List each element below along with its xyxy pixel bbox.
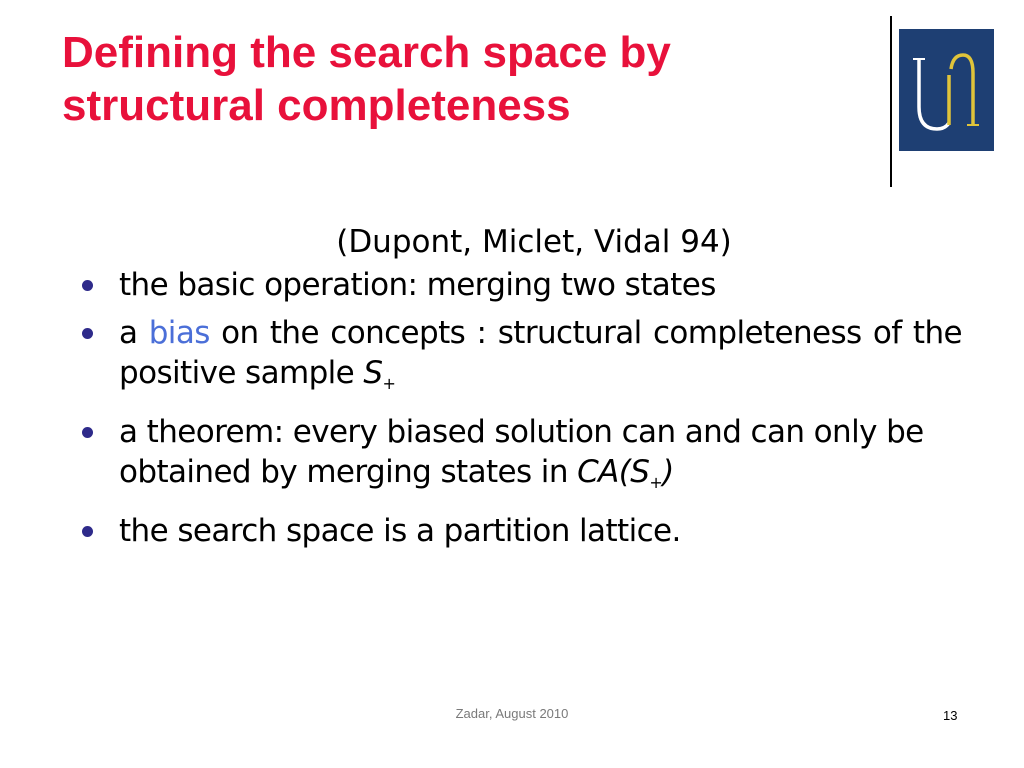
university-logo-icon [899,29,994,151]
math-symbol: S [363,355,383,391]
math-expression-end: ) [662,454,674,490]
bullet-icon [82,280,93,291]
slide-number: 13 [943,708,958,723]
math-subscript: + [382,374,396,393]
bias-term: bias [148,315,210,351]
citation: (Dupont, Miclet, Vidal 94) [336,224,732,260]
bullet-icon [82,526,93,537]
bullet-text: a theorem: every biased solution can and can only be obtained by merging states in [119,414,924,490]
slide-title: Defining the search space by structural completeness [62,28,671,130]
title-divider [890,16,892,187]
math-subscript: + [649,473,663,492]
bullet-prefix: a [119,315,149,351]
bullet-icon [82,427,93,438]
bullet-text: on the concepts : structural completeness of the positive sample [119,315,962,391]
slide-body [76,222,962,559]
footer-text: Zadar, August 2010 [455,706,569,721]
list-item [76,511,962,551]
bullet-text: the search space is a partition lattice. [119,513,681,549]
bullet-icon [82,328,93,339]
list-item [76,412,962,503]
bullet-list [76,265,962,551]
list-item [76,313,962,404]
math-expression: CA(S [577,454,650,490]
bullet-text: the basic operation: merging two states [119,267,716,303]
list-item [76,265,962,305]
